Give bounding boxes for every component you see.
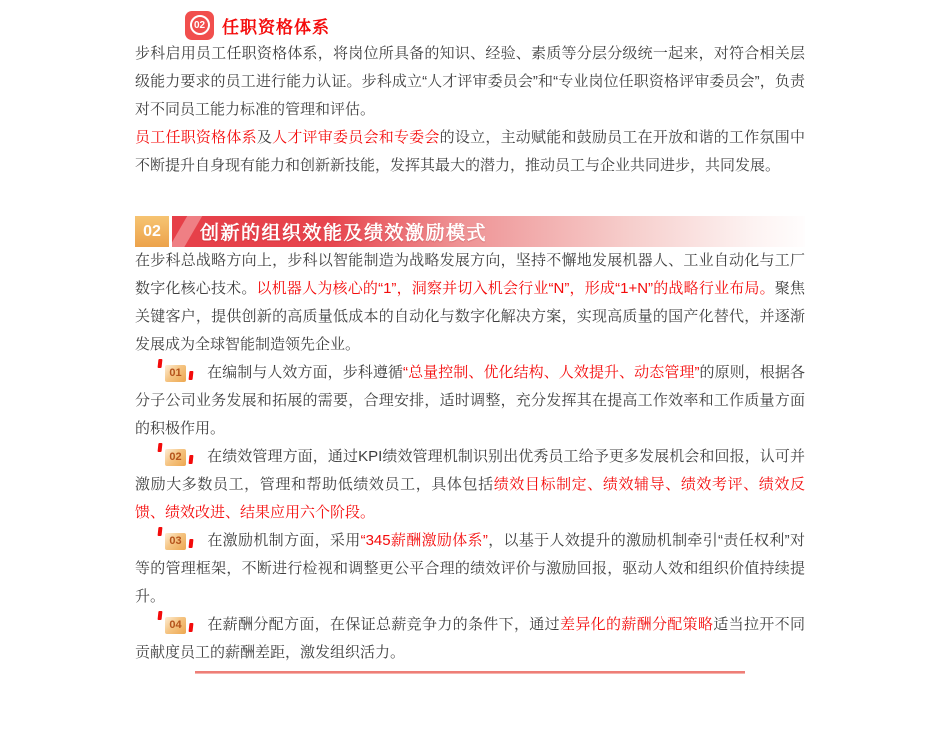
paragraph-text: 聚焦关键客户，提供创新的高质量低成本的自动化与数字化解决方案，实现高质量的国产化替代，并逐渐发展成为全球智能制造领先企业。: [135, 280, 805, 353]
item-number-badge: 01: [165, 365, 186, 382]
quote-tick-close-icon: [189, 371, 194, 380]
paragraph-text: 在激励机制方面，采用: [207, 532, 361, 549]
section1-header: [185, 10, 805, 40]
quote-tick-close-icon: [189, 455, 194, 464]
quote-tick-open-icon: [158, 359, 163, 368]
highlight-text: “345薪酬激励体系”: [360, 532, 488, 549]
item-number-badge: 03: [165, 533, 186, 550]
list-item: [135, 443, 805, 527]
banner-bar: [172, 216, 805, 247]
paragraph-text: 在编制与人效方面，步科遵循: [207, 364, 404, 381]
paragraph: [135, 124, 805, 180]
list-item: [135, 527, 805, 611]
quote-tick-open-icon: [158, 527, 163, 536]
highlight-text: “总量控制、优化结构、人效提升、动态管理”: [403, 364, 700, 381]
section2-banner: [135, 216, 805, 247]
section2-title: 创新的组织效能及绩效激励模式: [200, 223, 488, 244]
quote-tick-close-icon: [189, 623, 194, 632]
paragraph-text: 适当拉开不同贡献度员工的薪酬差距，激发组织活力。: [135, 616, 805, 661]
section-number-badge-icon: [185, 11, 214, 40]
paragraph-text: 的原则，根据各分子公司业务发展和拓展的需要，合理安排，适时调整，充分发挥其在提高工作效率和工作质量方面的积极作用。: [135, 364, 805, 437]
article-content: [135, 0, 805, 674]
paragraph-text: ，以基于人效提升的激励机制牵引“责任权利”对等的管理框架，不断进行检视和调整更公平合理的绩效评价与激励回报，驱动人效和组织价值持续提升。: [135, 532, 805, 605]
highlight-text: 绩效目标制定、绩效辅导、绩效考评、绩效反馈、绩效改进、结果应用六个阶段。: [135, 476, 805, 521]
highlight-text: 员工任职资格体系: [135, 129, 257, 146]
paragraph: [135, 40, 805, 124]
paragraph-text: 的设立，主动赋能和鼓励员工在开放和谐的工作氛围中不断提升自身现有能力和创新新技能，发挥其最大的潜力，推动员工与企业共同进步，共同发展。: [135, 129, 805, 174]
highlight-text: 人才评审委员会和专委会: [272, 129, 440, 146]
item-number-badge: 04: [165, 617, 186, 634]
badge-circle-number: 02: [190, 15, 210, 35]
paragraph-text: 步科启用员工任职资格体系，将岗位所具备的知识、经验、素质等分层分级统一起来，对符合相关层级能力要求的员工进行能力认证。步科成立“人才评审委员会”和“专业岗位任职资格评审委员会”，负责对不同员工能力标准的管理和评估。: [135, 45, 805, 118]
list-item: [135, 359, 805, 443]
list-item: [135, 611, 805, 667]
quote-tick-open-icon: [158, 611, 163, 620]
highlight-text: 差异化的薪酬分配策略: [559, 616, 714, 633]
divider-line: [195, 671, 745, 674]
paragraph: [135, 247, 805, 359]
section1-title: 任职资格体系: [222, 17, 330, 37]
paragraph-text: 在绩效管理方面，通过KPI绩效管理机制识别出优秀员工给予更多发展机会和回报，认可并激励大多数员工，管理和帮助低绩效员工，具体包括: [135, 448, 805, 493]
paragraph-text: 及: [256, 129, 273, 146]
quote-tick-close-icon: [189, 539, 194, 548]
quote-tick-open-icon: [158, 443, 163, 452]
highlight-text: 以机器人为核心的“1”，洞察并切入机会行业“N”，形成“1+N”的战略行业布局。: [256, 280, 775, 297]
item-number-badge: 02: [165, 449, 186, 466]
paragraph-text: 在步科总战略方向上，步科以智能制造为战略发展方向，坚持不懈地发展机器人、工业自动化与工厂数字化核心技术。: [135, 252, 805, 297]
paragraph-text: 在薪酬分配方面，在保证总薪竞争力的条件下，通过: [207, 616, 560, 633]
banner-number-badge: 02: [135, 216, 169, 247]
